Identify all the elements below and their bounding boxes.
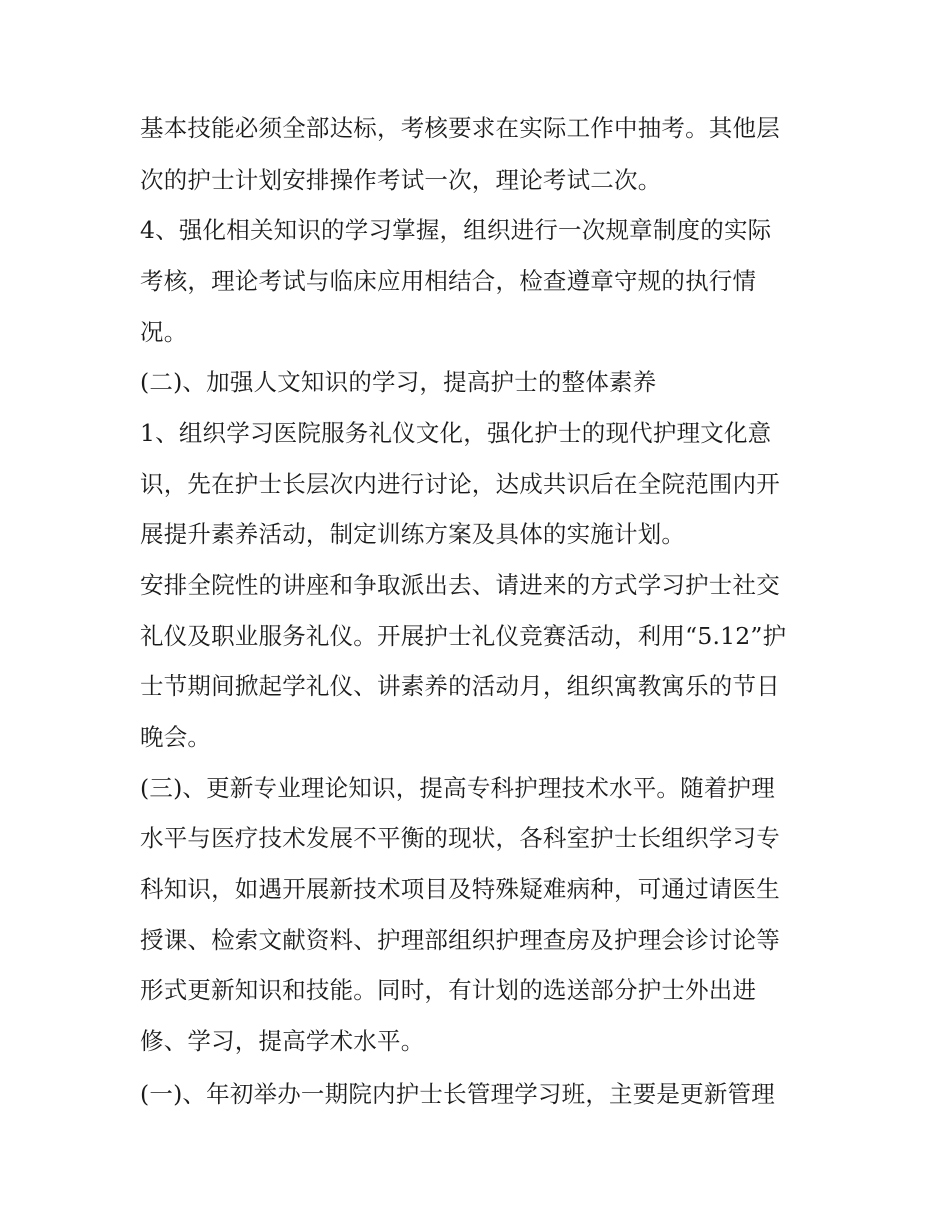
text-line: 况。 [140, 318, 188, 346]
text-line: 水平与医疗技术发展不平衡的现状，各科室护士长组织学习专 [140, 824, 780, 852]
section-heading: (一)、年初举办一期院内护士长管理学习班，主要是更新管理 [140, 1080, 775, 1108]
section-heading: (二)、加强人文知识的学习，提高护士的整体素养 [140, 368, 657, 396]
text-line: 礼仪及职业服务礼仪。开展护士礼仪竞赛活动，利用“5.12”护 [140, 622, 787, 650]
text-line: 士节期间掀起学礼仪、讲素养的活动月，组织寓教寓乐的节日 [140, 672, 780, 700]
text-line: 基本技能必须全部达标，考核要求在实际工作中抽考。其他层 [140, 114, 780, 142]
text-line: 4、强化相关知识的学习掌握，组织进行一次规章制度的实际 [140, 216, 772, 244]
text-line: 次的护士计划安排操作考试一次，理论考试二次。 [140, 166, 662, 194]
text-line: 形式更新知识和技能。同时，有计划的选送部分护士外出进 [140, 976, 757, 1004]
text-line: 晚会。 [140, 723, 212, 751]
text-line: 安排全院性的讲座和争取派出去、请进来的方式学习护士社交 [140, 571, 780, 599]
section-heading: (三)、更新专业理论知识，提高专科护理技术水平。随着护理 [140, 774, 775, 802]
text-line: 1、组织学习医院服务礼仪文化，强化护士的现代护理文化意 [140, 419, 772, 447]
text-line: 识，先在护士长层次内进行讨论，达成共识后在全院范围内开 [140, 470, 780, 498]
text-line: 授课、检索文献资料、护理部组织护理查房及护理会诊讨论等 [140, 926, 780, 954]
text-line: 科知识，如遇开展新技术项目及特殊疑难病种，可通过请医生 [140, 875, 780, 903]
text-line: 考核，理论考试与临床应用相结合，检查遵章守规的执行情 [140, 267, 757, 295]
text-line: 修、学习，提高学术水平。 [140, 1027, 425, 1055]
text-line: 展提升素养活动，制定训练方案及具体的实施计划。 [140, 520, 686, 548]
